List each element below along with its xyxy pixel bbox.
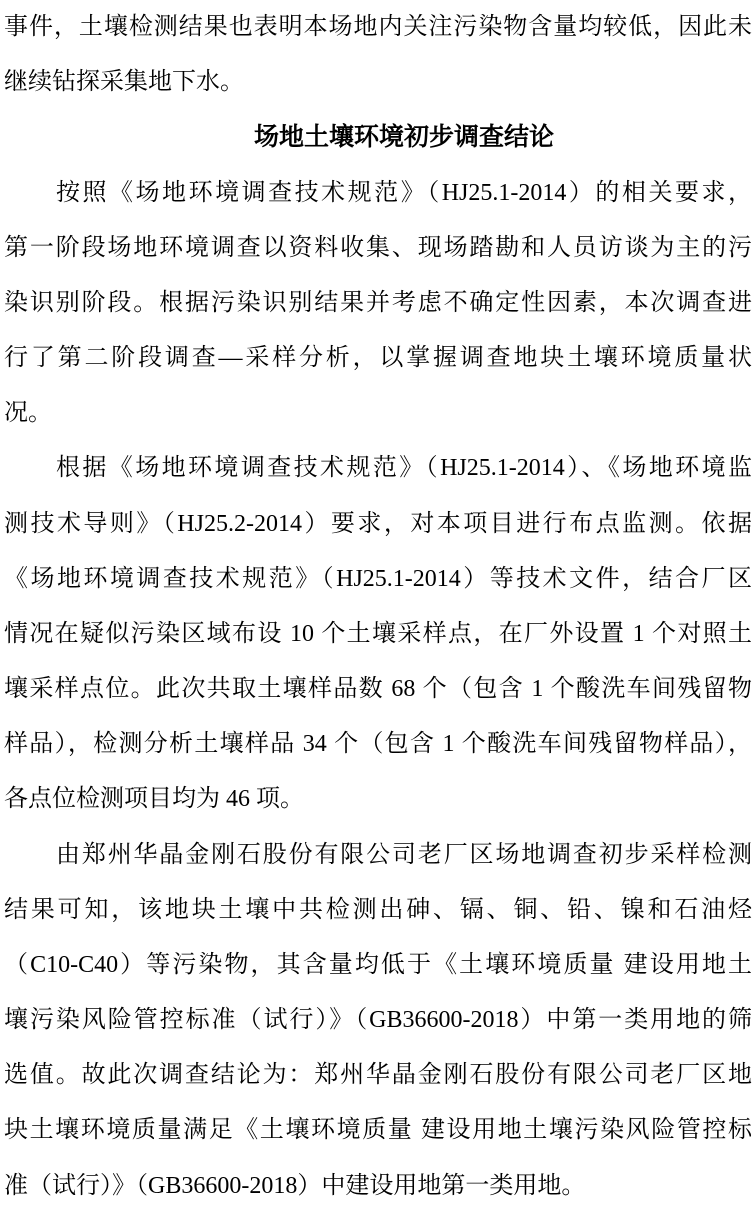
paragraph	[4, 441, 752, 827]
paragraph	[4, 828, 752, 1214]
text-line: 准（试行）》（GB36600-2018）中建设用地第一类用地。	[4, 1172, 586, 1199]
text-line: 情况在疑似污染区域布设 10 个土壤采样点，在厂外设置 1 个对照土	[4, 620, 752, 647]
text-line: 块土壤环境质量满足《土壤环境质量 建设用地土壤污染风险管控标	[4, 1117, 752, 1144]
text-line: 按照《场地环境调查技术规范》（HJ25.1-2014）的相关要求，	[56, 179, 752, 206]
paragraph	[4, 166, 752, 442]
text-line: 事件，土壤检测结果也表明本场地内关注污染物含量均较低，因此未	[4, 14, 752, 40]
text-line: 第一阶段场地环境调查以资料收集、现场踏勘和人员访谈为主的污	[4, 234, 752, 261]
continuation-paragraph	[4, 0, 752, 110]
text-line: 壤污染风险管控标准（试行）》（GB36600-2018）中第一类用地的筛	[4, 1007, 752, 1034]
text-line: 测技术导则》（HJ25.2-2014）要求，对本项目进行布点监测。依据	[4, 510, 752, 537]
text-line: 根据《场地环境调查技术规范》（HJ25.1-2014）、《场地环境监	[56, 455, 752, 482]
text-line: 壤采样点位。此次共取土壤样品数 68 个（包含 1 个酸洗车间残留物	[4, 676, 752, 703]
text-line: 行了第二阶段调查—采样分析，以掌握调查地块土壤环境质量状	[4, 345, 752, 372]
text-line: 样品），检测分析土壤样品 34 个（包含 1 个酸洗车间残留物样品），	[4, 731, 752, 758]
heading-paragraph	[4, 110, 752, 165]
text-line: 继续钻探采集地下水。	[4, 69, 244, 96]
text-line: 结果可知，该地块土壤中共检测出砷、镉、铜、铅、镍和石油烃	[4, 896, 752, 923]
text-line: 《场地环境调查技术规范》（HJ25.1-2014）等技术文件，结合厂区	[4, 565, 752, 592]
text-line: （C10-C40）等污染物，其含量均低于《土壤环境质量 建设用地土	[4, 951, 752, 978]
text-line: 各点位检测项目均为 46 项。	[4, 786, 304, 813]
text-line: 况。	[4, 400, 52, 427]
text-line: 由郑州华晶金刚石股份有限公司老厂区场地调查初步采样检测	[56, 841, 752, 868]
text-line: 染识别阶段。根据污染识别结果并考虑不确定性因素，本次调查进	[4, 289, 752, 316]
text-line: 选值。故此次调查结论为：郑州华晶金刚石股份有限公司老厂区地	[4, 1062, 752, 1089]
section-heading: 场地土壤环境初步调查结论	[253, 124, 554, 152]
